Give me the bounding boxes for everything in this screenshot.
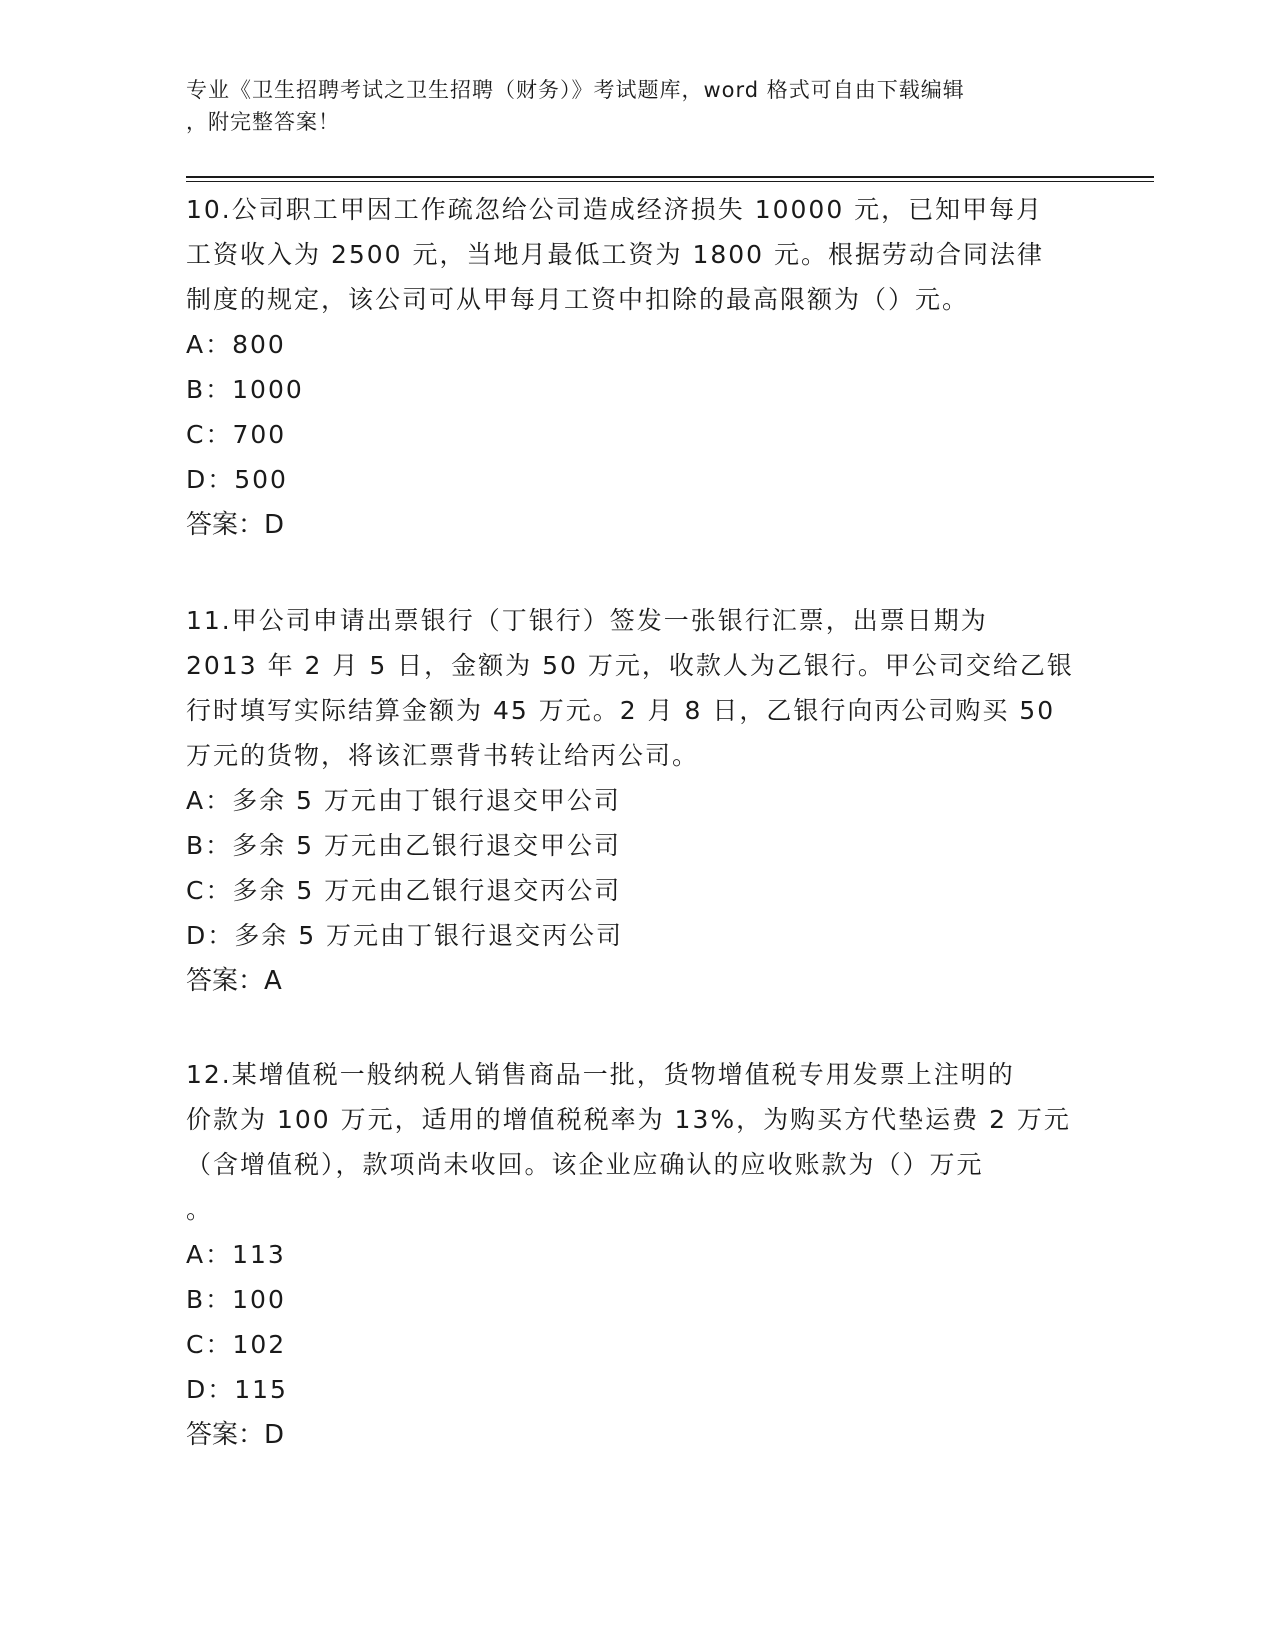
question-11 — [186, 598, 1086, 1004]
option-c: C：多余 5 万元由乙银行退交丙公司 — [186, 876, 622, 905]
option-b: B：1000 — [186, 375, 304, 404]
header-divider-thin — [186, 181, 1154, 182]
header-line-1: 专业《卫生招聘考试之卫生招聘（财务）》考试题库，word 格式可自由下载编辑 — [186, 78, 965, 102]
question-stem-line: 价款为 100 万元，适用的增值税税率为 13%，为购买方代垫运费 2 万元 — [186, 1105, 1071, 1134]
question-stem-line: 2013 年 2 月 5 日，金额为 50 万元，收款人为乙银行。甲公司交给乙银 — [186, 651, 1074, 680]
question-stem-line: 11.甲公司申请出票银行（丁银行）签发一张银行汇票，出票日期为 — [186, 606, 988, 635]
document-header — [186, 74, 1086, 138]
question-stem-line: 万元的货物，将该汇票背书转让给丙公司。 — [186, 741, 700, 770]
option-a: A：113 — [186, 1240, 286, 1269]
question-stem-line: 10.公司职工甲因工作疏忽给公司造成经济损失 10000 元，已知甲每月 — [186, 195, 1044, 224]
question-stem-line: 制度的规定，该公司可从甲每月工资中扣除的最高限额为（）元。 — [186, 285, 970, 314]
option-d: D：多余 5 万元由丁银行退交丙公司 — [186, 921, 624, 950]
question-stem-line: 。 — [186, 1195, 214, 1224]
option-c: C：700 — [186, 420, 287, 449]
answer-label: 答案：D — [186, 510, 285, 540]
answer-label: 答案：D — [186, 1420, 285, 1450]
option-d: D：500 — [186, 465, 288, 494]
question-12 — [186, 1052, 1086, 1458]
header-line-2: ，附完整答案！ — [186, 110, 340, 134]
question-stem-line: 12.某增值税一般纳税人销售商品一批，货物增值税专用发票上注明的 — [186, 1060, 1015, 1089]
answer-label: 答案：A — [186, 966, 282, 996]
question-stem-line: 工资收入为 2500 元，当地月最低工资为 1800 元。根据劳动合同法律 — [186, 240, 1045, 269]
option-a: A：800 — [186, 330, 286, 359]
question-stem-line: 行时填写实际结算金额为 45 万元。2 月 8 日，乙银行向丙公司购买 50 — [186, 696, 1056, 725]
header-divider-thick — [186, 176, 1154, 178]
option-b: B：100 — [186, 1285, 286, 1314]
question-stem-line: （含增值税），款项尚未收回。该企业应确认的应收账款为（）万元 — [186, 1150, 984, 1179]
option-c: C：102 — [186, 1330, 287, 1359]
question-10 — [186, 187, 1086, 548]
option-a: A：多余 5 万元由丁银行退交甲公司 — [186, 786, 621, 815]
option-b: B：多余 5 万元由乙银行退交甲公司 — [186, 831, 621, 860]
option-d: D：115 — [186, 1375, 288, 1404]
